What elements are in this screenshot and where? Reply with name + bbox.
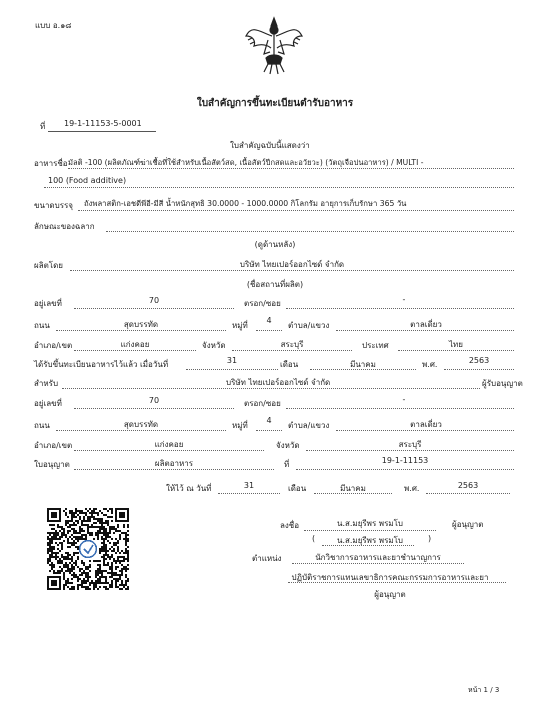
given-year-label: พ.ศ. (404, 484, 420, 493)
producer-value: บริษัท ไทยเปอร์ออกไซด์ จำกัด (239, 260, 345, 269)
reg-year-label: พ.ศ. (422, 360, 438, 369)
addr-no-label: อยู่เลขที่ (34, 299, 62, 308)
licensee-road-label: ถนน (34, 421, 50, 430)
intro-text: ใบสำคัญฉบับนี้แสดงว่า (230, 141, 310, 150)
given-year: 2563 (457, 481, 479, 490)
licensee-tambon-label: ตำบล/แขวง (288, 421, 330, 430)
garuda-emblem-icon (242, 14, 306, 78)
label-char-label: ลักษณะของฉลาก (34, 222, 95, 231)
soi-label: ตรอก/ซอย (244, 299, 281, 308)
factory-name-note: (ชื่อสถานที่ผลิต) (246, 280, 304, 289)
tambon-value: ตาลเดี่ยว (410, 320, 442, 329)
licensee-addr-no-label: อยู่เลขที่ (34, 399, 62, 408)
road-value: สุดบรรทัด (123, 320, 159, 329)
licensee-moo-label: หมู่ที่ (232, 421, 248, 430)
reg-number-label: ที่ (40, 122, 46, 131)
given-month: มีนาคม (340, 484, 366, 493)
paren-close: ) (428, 534, 432, 543)
province-value: สระบุรี (280, 340, 304, 349)
food-name-value-line1: มัลติ -100 (ผลิตภัณฑ์ฆ่าเชื้อที่ใช้สำหรับเนื้อสัตว์สด, เนื้อสัตว์ปีกสดและอวัยวะ) (วัตถุเจือปนอาหาร) / MULTI - (68, 158, 424, 167)
moo-label: หมู่ที่ (232, 321, 248, 330)
authority-label: ผู้อนุญาต (452, 520, 484, 529)
licensee-label: ผู้รับอนุญาต (482, 379, 523, 388)
licensee-name: บริษัท ไทยเปอร์ออกไซด์ จำกัด (226, 378, 331, 387)
licensee-province-label: จังหวัด (276, 441, 300, 450)
license-no-value: 19-1-11153 (381, 456, 429, 465)
licensee-soi-value: - (402, 395, 406, 404)
registered-label: ได้รับขึ้นทะเบียนอาหารไว้แล้ว เมื่อวันที่ (34, 360, 169, 369)
road-label: ถนน (34, 321, 50, 330)
reg-number-line (48, 131, 156, 132)
reg-month-label: เดือน (280, 360, 299, 369)
registered-year: 2563 (468, 356, 490, 365)
package-value: ถังพลาสติก-เอชดีพีอี-มีสี น้ำหนักสุทธิ 30.0000 - 1000.0000 กิโลกรัม อายุการเก็บรักษา 365 วัน (84, 199, 407, 208)
licensee-tambon-value: ตาลเดี่ยว (410, 420, 442, 429)
authority-bottom: ผู้อนุญาต (374, 590, 406, 599)
signer-name: น.ส.มยุรีพร พรมโบ (336, 536, 404, 545)
form-code: แบบ อ.๑๘ (35, 21, 72, 30)
licensee-moo-value: 4 (266, 416, 272, 425)
food-name-label: อาหารชื่อ (34, 159, 68, 168)
licensee-addr-no-value: 70 (148, 396, 160, 405)
document-title: ใบสำคัญการขึ้นทะเบียนตำรับอาหาร (196, 98, 354, 109)
food-name-value-line2: 100 (Food additive) (48, 176, 127, 185)
given-day: 31 (243, 481, 255, 490)
page-number: หน้า 1 / 3 (468, 686, 500, 694)
license-type: ผลิตอาหาร (154, 459, 194, 468)
registered-month: มีนาคม (350, 360, 376, 369)
licensee-amphoe-value: แก่งคอย (154, 440, 184, 449)
for-label: สำหรับ (34, 379, 59, 388)
package-label: ขนาดบรรจุ (34, 201, 73, 210)
country-value: ไทย (449, 340, 463, 349)
given-month-label: เดือน (288, 484, 307, 493)
paren-open: ( (312, 534, 316, 543)
licensee-road-value: สุดบรรทัด (123, 420, 159, 429)
acting-line: ปฏิบัติราชการแทนเลขาธิการคณะกรรมการอาหารและยา (291, 573, 489, 582)
license-no-label: ที่ (284, 460, 290, 469)
reg-number-value: 19-1-11153-5-0001 (64, 119, 142, 128)
addr-no-value: 70 (148, 296, 160, 305)
licensee-soi-label: ตรอก/ซอย (244, 399, 281, 408)
license-label: ใบอนุญาต (34, 460, 70, 469)
qr-code (47, 508, 129, 590)
see-back-note: (ดูด้านหลัง) (254, 240, 296, 249)
producer-label: ผลิตโดย (34, 261, 63, 270)
sign-label: ลงชื่อ (280, 521, 300, 530)
signature: น.ส.มยุรีพร พรมโบ (336, 519, 404, 528)
amphoe-value: แก่งคอย (120, 340, 150, 349)
licensee-amphoe-label: อำเภอ/เขต (34, 441, 73, 450)
tambon-label: ตำบล/แขวง (288, 321, 330, 330)
registered-day: 31 (226, 356, 238, 365)
amphoe-label: อำเภอ/เขต (34, 341, 73, 350)
position-value: นักวิชาการอาหารและยาชำนาญการ (315, 553, 441, 562)
given-label: ให้ไว้ ณ วันที่ (166, 484, 212, 493)
qr-logo-icon (80, 541, 97, 558)
province-label: จังหวัด (202, 341, 226, 350)
soi-value: - (402, 295, 406, 304)
licensee-province-value: สระบุรี (398, 440, 422, 449)
moo-value: 4 (266, 316, 272, 325)
country-label: ประเทศ (362, 341, 389, 350)
position-label: ตำแหน่ง (252, 554, 282, 563)
